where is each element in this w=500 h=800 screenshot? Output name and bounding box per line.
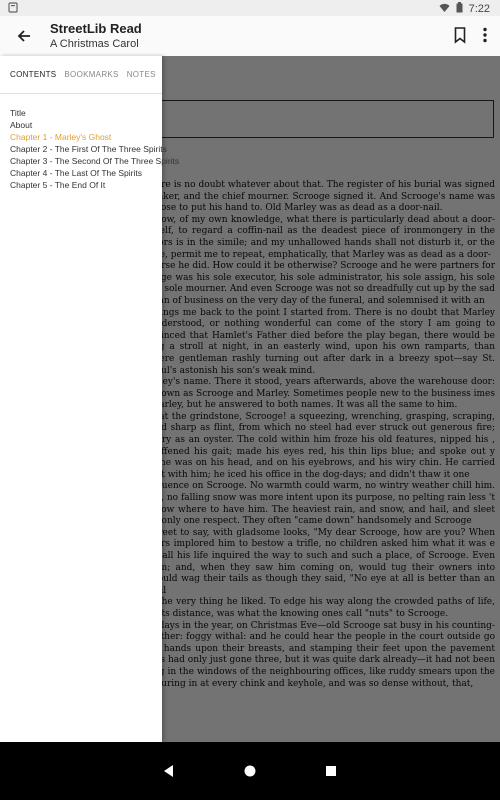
nav-recents-icon[interactable]: [322, 762, 340, 780]
toc-item-chapter-1[interactable]: Chapter 1 - Marley's Ghost: [10, 132, 112, 142]
nav-home-icon[interactable]: [241, 762, 259, 780]
back-arrow-icon[interactable]: [14, 26, 34, 46]
wifi-icon: [439, 3, 450, 16]
toc-item-chapter-2[interactable]: Chapter 2 - The First Of The Three Spirits: [10, 144, 167, 154]
notification-icon: [8, 2, 18, 16]
book-title: A Christmas Carol: [50, 38, 139, 50]
more-vert-icon[interactable]: [482, 27, 488, 48]
status-time: 7:22: [468, 3, 490, 15]
toc-item-about[interactable]: About: [10, 120, 33, 130]
toc-item-chapter-5[interactable]: Chapter 5 - The End Of It: [10, 180, 106, 190]
drawer-tabs: [0, 56, 162, 94]
bookmark-icon[interactable]: [454, 27, 466, 48]
status-bar: [0, 0, 500, 16]
toc-item-title[interactable]: Title: [10, 108, 26, 118]
app-bar: [0, 16, 500, 56]
tab-notes[interactable]: NOTES: [126, 70, 156, 79]
tab-bookmarks[interactable]: BOOKMARKS: [64, 70, 119, 79]
battery-icon: [456, 2, 463, 16]
tab-contents[interactable]: CONTENTS: [10, 70, 57, 79]
nav-back-icon[interactable]: [160, 762, 178, 780]
app-title: StreetLib Read: [50, 21, 142, 36]
table-of-contents: [0, 94, 180, 191]
system-navigation-bar: [0, 742, 500, 800]
toc-item-chapter-3[interactable]: Chapter 3 - The Second Of The Three Spirits: [10, 156, 180, 166]
toc-item-chapter-4[interactable]: Chapter 4 - The Last Of The Spirits: [10, 168, 142, 178]
navigation-drawer: [0, 56, 180, 742]
